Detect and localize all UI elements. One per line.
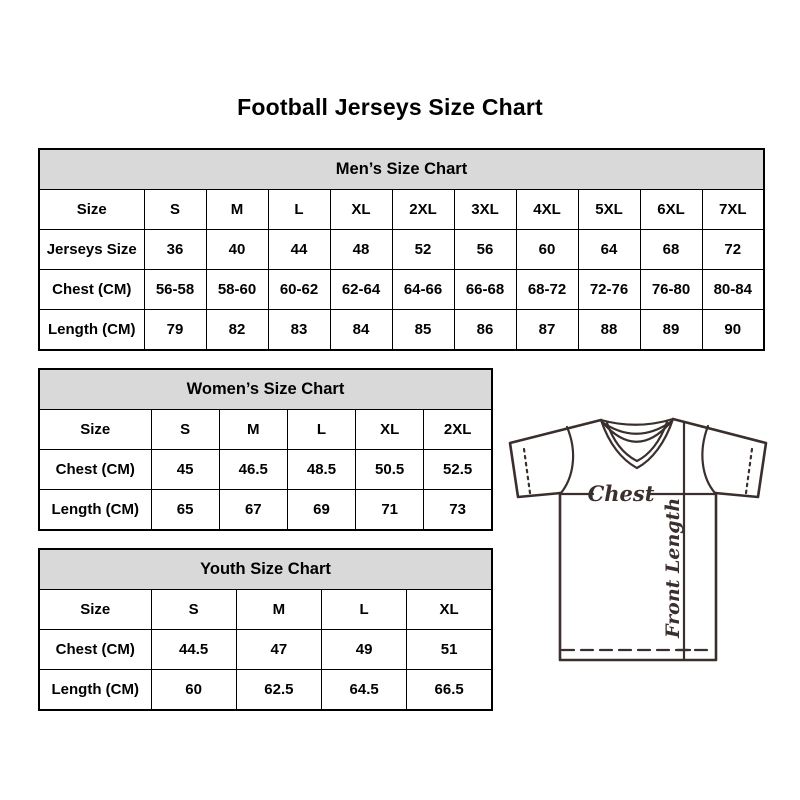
cell-value: 64-66 bbox=[392, 270, 454, 310]
cell-value: 64 bbox=[578, 230, 640, 270]
table-row bbox=[39, 670, 492, 711]
cell-value: 64.5 bbox=[322, 670, 407, 711]
cell-value: 58-60 bbox=[206, 270, 268, 310]
cell-value: 2XL bbox=[424, 410, 492, 450]
cell-value: S bbox=[144, 190, 206, 230]
cell-value: 46.5 bbox=[219, 450, 287, 490]
cell-value: 79 bbox=[144, 310, 206, 351]
cell-value: L bbox=[287, 410, 355, 450]
cell-value: 3XL bbox=[454, 190, 516, 230]
cell-value: 36 bbox=[144, 230, 206, 270]
cell-value: XL bbox=[330, 190, 392, 230]
cell-value: 52 bbox=[392, 230, 454, 270]
cell-value: S bbox=[151, 590, 236, 630]
table-row bbox=[39, 230, 764, 270]
youth-size-table bbox=[38, 548, 493, 711]
cell-value: 5XL bbox=[578, 190, 640, 230]
cell-value: 72-76 bbox=[578, 270, 640, 310]
cell-value: 66-68 bbox=[454, 270, 516, 310]
jersey-diagram-svg bbox=[503, 398, 777, 672]
cell-value: L bbox=[322, 590, 407, 630]
row-label: Size bbox=[39, 410, 151, 450]
cell-value: 67 bbox=[219, 490, 287, 531]
jersey-right-armhole bbox=[702, 426, 715, 493]
front-length-label: Front Length bbox=[662, 497, 684, 638]
page-title: Football Jerseys Size Chart bbox=[237, 94, 543, 120]
cell-value: 52.5 bbox=[424, 450, 492, 490]
cell-value: M bbox=[206, 190, 268, 230]
cuff-dotted-line-left bbox=[524, 449, 530, 493]
row-label: Size bbox=[39, 190, 144, 230]
cell-value: 68-72 bbox=[516, 270, 578, 310]
cell-value: XL bbox=[407, 590, 492, 630]
cell-value: 62-64 bbox=[330, 270, 392, 310]
row-label: Jerseys Size bbox=[39, 230, 144, 270]
cell-value: 7XL bbox=[702, 190, 764, 230]
youth-size-chart-header-row bbox=[39, 549, 492, 590]
cell-value: 65 bbox=[151, 490, 219, 531]
table-row bbox=[39, 630, 492, 670]
cell-value: 89 bbox=[640, 310, 702, 351]
cell-value: 44 bbox=[268, 230, 330, 270]
cell-value: 80-84 bbox=[702, 270, 764, 310]
cell-value: 48.5 bbox=[287, 450, 355, 490]
table-row bbox=[39, 590, 492, 630]
chest-label: Chest bbox=[587, 481, 655, 506]
cell-value: 2XL bbox=[392, 190, 454, 230]
cell-value: 66.5 bbox=[407, 670, 492, 711]
womens-size-table bbox=[38, 368, 493, 531]
womens-size-chart-title: Women’s Size Chart bbox=[39, 369, 492, 410]
row-label: Chest (CM) bbox=[39, 450, 151, 490]
table-row bbox=[39, 190, 764, 230]
cell-value: 60 bbox=[151, 670, 236, 711]
cell-value: 48 bbox=[330, 230, 392, 270]
cell-value: 73 bbox=[424, 490, 492, 531]
cell-value: 69 bbox=[287, 490, 355, 531]
cell-value: 72 bbox=[702, 230, 764, 270]
cell-value: 68 bbox=[640, 230, 702, 270]
cell-value: 51 bbox=[407, 630, 492, 670]
cell-value: 40 bbox=[206, 230, 268, 270]
cell-value: 49 bbox=[322, 630, 407, 670]
cell-value: 87 bbox=[516, 310, 578, 351]
row-label: Chest (CM) bbox=[39, 270, 144, 310]
cell-value: 60 bbox=[516, 230, 578, 270]
cell-value: 47 bbox=[236, 630, 321, 670]
cell-value: 84 bbox=[330, 310, 392, 351]
cell-value: M bbox=[219, 410, 287, 450]
row-label: Size bbox=[39, 590, 151, 630]
cell-value: 60-62 bbox=[268, 270, 330, 310]
cell-value: 56 bbox=[454, 230, 516, 270]
row-label: Chest (CM) bbox=[39, 630, 151, 670]
cell-value: 62.5 bbox=[236, 670, 321, 711]
jersey-right-sleeve bbox=[673, 419, 766, 497]
cell-value: S bbox=[151, 410, 219, 450]
cell-value: 83 bbox=[268, 310, 330, 351]
cell-value: 50.5 bbox=[356, 450, 424, 490]
cell-value: 90 bbox=[702, 310, 764, 351]
table-row bbox=[39, 310, 764, 351]
cell-value: 45 bbox=[151, 450, 219, 490]
cell-value: M bbox=[236, 590, 321, 630]
jersey-body bbox=[560, 493, 716, 660]
row-label: Length (CM) bbox=[39, 670, 151, 711]
mens-size-chart-title: Men’s Size Chart bbox=[39, 149, 764, 190]
cell-value: 56-58 bbox=[144, 270, 206, 310]
cell-value: 86 bbox=[454, 310, 516, 351]
mens-size-table bbox=[38, 148, 765, 351]
collar-top-edge bbox=[601, 419, 673, 425]
cell-value: L bbox=[268, 190, 330, 230]
cell-value: XL bbox=[356, 410, 424, 450]
table-row bbox=[39, 450, 492, 490]
cuff-dotted-line-right bbox=[746, 449, 752, 493]
cell-value: 6XL bbox=[640, 190, 702, 230]
cell-value: 44.5 bbox=[151, 630, 236, 670]
youth-size-chart-title: Youth Size Chart bbox=[39, 549, 492, 590]
cell-value: 85 bbox=[392, 310, 454, 351]
cell-value: 82 bbox=[206, 310, 268, 351]
table-row bbox=[39, 490, 492, 531]
table-row bbox=[39, 270, 764, 310]
cell-value: 88 bbox=[578, 310, 640, 351]
row-label: Length (CM) bbox=[39, 310, 144, 351]
row-label: Length (CM) bbox=[39, 490, 151, 531]
cell-value: 71 bbox=[356, 490, 424, 531]
jersey-measurement-diagram bbox=[503, 398, 777, 672]
cell-value: 4XL bbox=[516, 190, 578, 230]
cell-value: 76-80 bbox=[640, 270, 702, 310]
table-row bbox=[39, 410, 492, 450]
jersey-left-armhole bbox=[561, 427, 573, 493]
womens-size-chart-header-row bbox=[39, 369, 492, 410]
mens-size-chart-header-row bbox=[39, 149, 764, 190]
